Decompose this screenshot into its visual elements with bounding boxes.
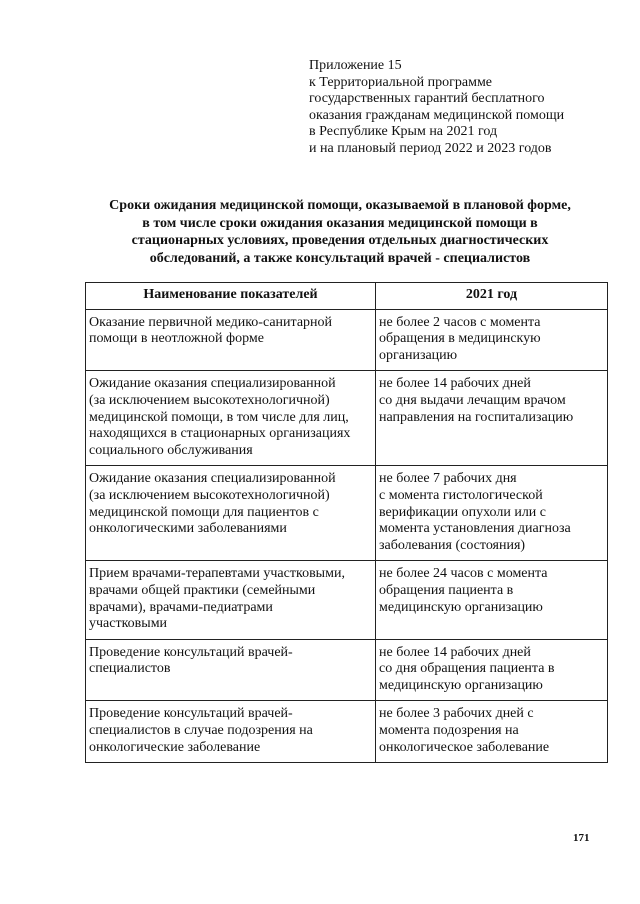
waiting-time-cell-line: верификации опухоли или с [379, 504, 547, 520]
indicator-cell-line: врачами), врачами-педиатрами [89, 599, 273, 615]
annex-line: Приложение 15 [309, 58, 402, 73]
table-row [86, 639, 608, 701]
page-number: 171 [573, 832, 590, 844]
annex-line: к Территориальной программе [309, 74, 493, 90]
title-line: в том числе сроки ожидания оказания медицинской помощи в [142, 215, 538, 231]
waiting-time-cell-line: со дня выдачи лечащим врачом [379, 392, 566, 408]
indicator-cell-line: Оказание первичной медико-санитарной [89, 314, 333, 330]
annex-line: оказания гражданам медицинской помощи [309, 107, 565, 123]
table-row [86, 561, 608, 639]
document-title [70, 197, 610, 267]
indicator-cell-line: врачами общей практики (семейными [89, 582, 316, 598]
indicator-cell [86, 466, 376, 561]
indicator-cell-line: специалистов в случае подозрения на [89, 723, 313, 739]
table-row [86, 466, 608, 561]
waiting-time-cell-line: со дня обращения пациента в [379, 661, 555, 677]
waiting-time-cell-line: не более 14 рабочих дней [379, 376, 531, 392]
table-row [86, 309, 608, 371]
indicator-cell [86, 639, 376, 701]
waiting-time-cell-line: не более 2 часов с момента [379, 314, 541, 330]
waiting-time-cell-line: обращения в медицинскую [379, 331, 541, 347]
annex-line: государственных гарантий бесплатного [309, 91, 545, 107]
indicator-cell-line: медицинской помощи, в том числе для лиц, [89, 409, 349, 425]
annex-line: в Республике Крым на 2021 год [309, 124, 498, 140]
table-header-row [86, 283, 608, 310]
indicator-cell-line: Проведение консультаций врачей- [89, 706, 293, 722]
waiting-time-cell [376, 561, 608, 639]
waiting-time-cell [376, 309, 608, 371]
waiting-time-cell-line: онкологическое заболевание [379, 739, 550, 755]
waiting-time-cell-line: направления на госпитализацию [379, 409, 574, 425]
title-line: Сроки ожидания медицинской помощи, оказываемой в плановой форме, [109, 198, 571, 213]
waiting-time-cell-line: организацию [379, 347, 458, 363]
indicator-cell-line: участковыми [89, 616, 168, 632]
indicator-cell-line: Проведение консультаций врачей- [89, 644, 293, 660]
waiting-time-cell [376, 701, 608, 763]
indicator-cell-line: медицинской помощи для пациентов с [89, 504, 319, 520]
indicator-cell [86, 701, 376, 763]
waiting-time-cell [376, 639, 608, 701]
indicator-cell [86, 309, 376, 371]
indicator-cell-line: Ожидание оказания специализированной [89, 376, 336, 392]
indicator-cell-line: (за исключением высокотехнологичной) [89, 392, 330, 408]
indicator-cell-line: онкологическими заболеваниями [89, 521, 287, 537]
annex-line: и на плановый период 2022 и 2023 годов [309, 140, 552, 156]
waiting-time-cell-line: не более 3 рабочих дней с [379, 706, 534, 722]
waiting-time-cell-line: не более 24 часов с момента [379, 566, 548, 582]
indicator-cell [86, 561, 376, 639]
waiting-time-cell-line: момента подозрения на [379, 723, 519, 739]
table-body [86, 309, 608, 763]
column-header-year: 2021 год [376, 283, 608, 310]
indicator-cell [86, 371, 376, 466]
table-row [86, 371, 608, 466]
annex-reference [309, 58, 609, 158]
indicator-cell-line: специалистов [89, 661, 171, 677]
indicator-cell-line: социального обслуживания [89, 442, 253, 458]
indicator-cell-line: находящихся в стационарных организациях [89, 426, 351, 442]
waiting-time-cell-line: не более 14 рабочих дней [379, 644, 531, 660]
waiting-time-cell [376, 466, 608, 561]
waiting-times-table [85, 282, 608, 763]
waiting-time-cell-line: заболевания (состояния) [379, 537, 526, 553]
waiting-time-cell-line: медицинскую организацию [379, 599, 543, 615]
indicator-cell-line: Ожидание оказания специализированной [89, 471, 336, 487]
indicator-cell-line: помощи в неотложной форме [89, 331, 264, 347]
waiting-time-cell-line: момента установления диагноза [379, 521, 571, 537]
indicator-cell-line: (за исключением высокотехнологичной) [89, 487, 330, 503]
title-line: стационарных условиях, проведения отдельных диагностических [131, 233, 549, 248]
column-header-indicator: Наименование показателей [86, 283, 376, 310]
waiting-time-cell-line: с момента гистологической [379, 487, 543, 503]
waiting-time-cell-line: не более 7 рабочих дня [379, 471, 517, 487]
table-row [86, 701, 608, 763]
waiting-time-cell-line: медицинскую организацию [379, 677, 543, 693]
indicator-cell-line: Прием врачами-терапевтами участковыми, [89, 566, 345, 582]
title-line: обследований, а также консультаций врачей - специалистов [149, 250, 531, 266]
indicator-cell-line: онкологические заболевание [89, 739, 261, 755]
waiting-time-cell-line: обращения пациента в [379, 582, 514, 598]
waiting-time-cell [376, 371, 608, 466]
